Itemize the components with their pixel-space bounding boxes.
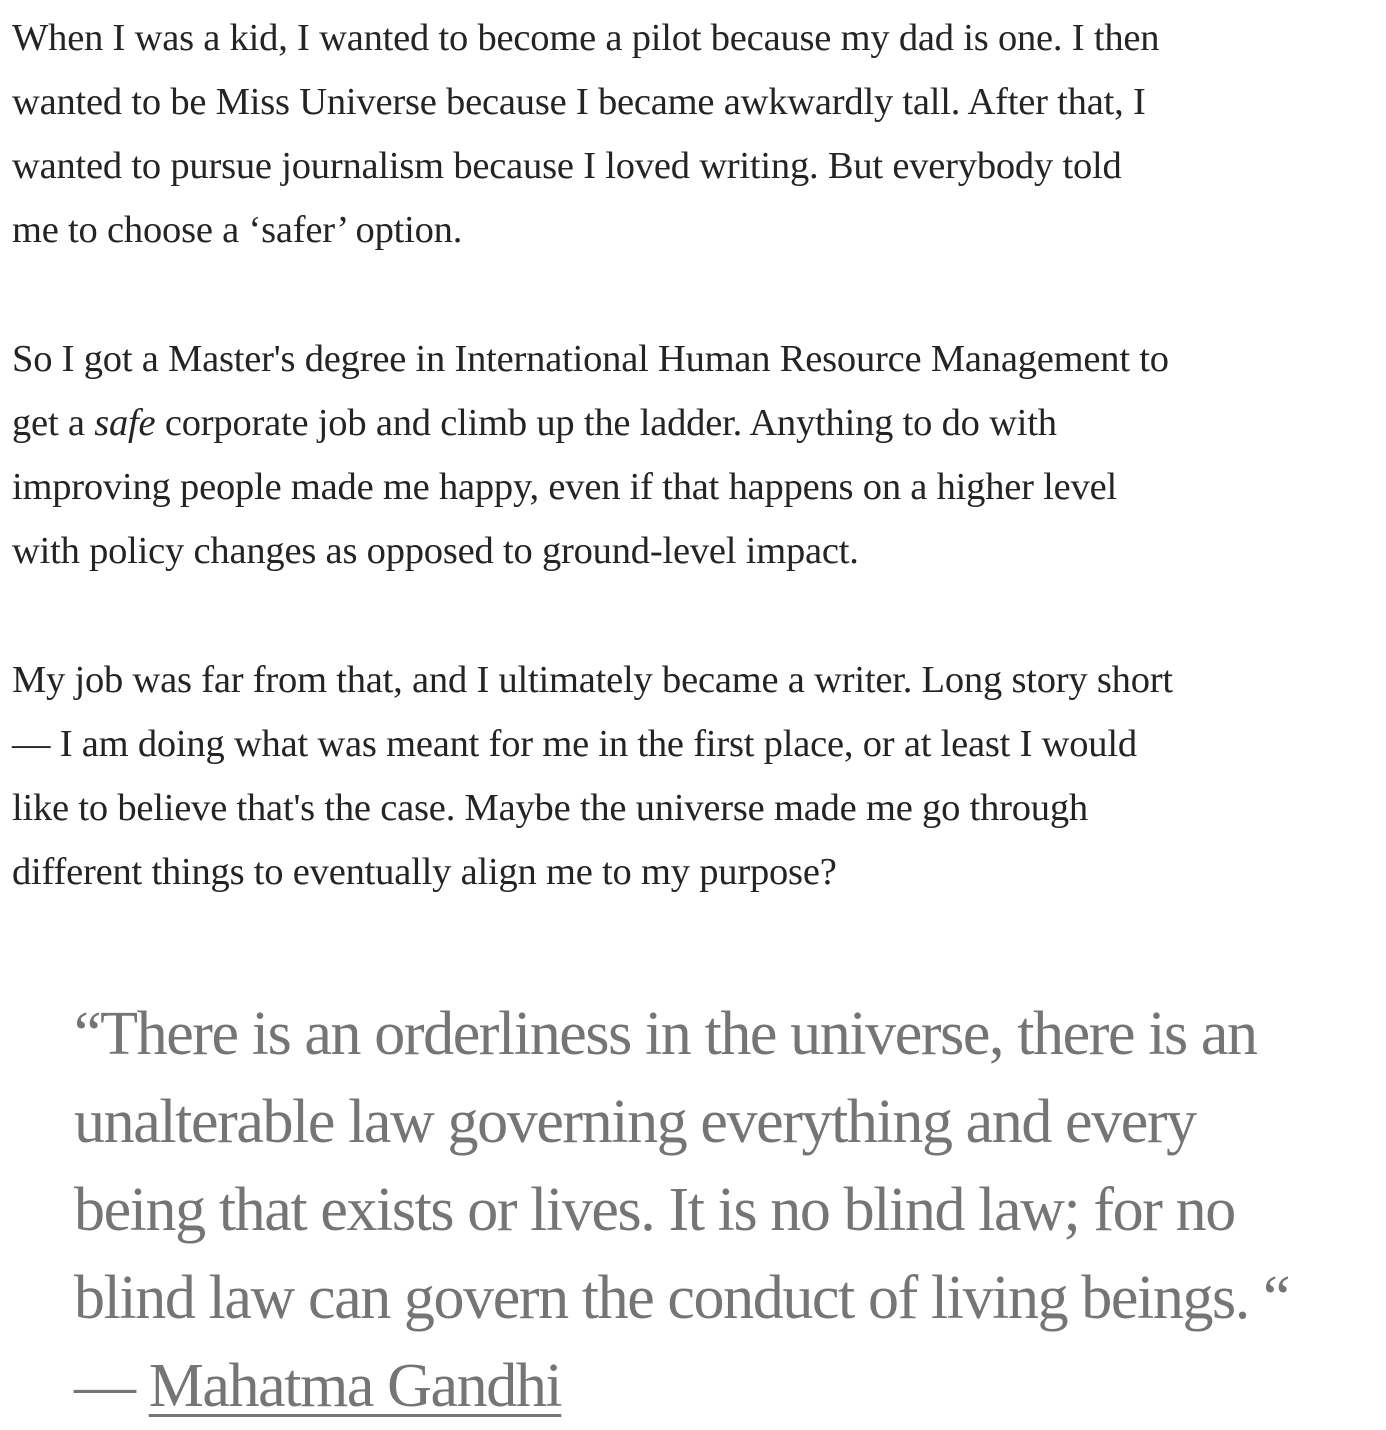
text-line: So I got a Master's degree in International Human Resource Management to bbox=[12, 338, 1169, 380]
quote-line: blind law can govern the conduct of living beings. “ bbox=[74, 1264, 1290, 1332]
text-line: like to believe that's the case. Maybe the universe made me go through bbox=[12, 787, 1088, 829]
text-line: When I was a kid, I wanted to become a pilot because my dad is one. I then bbox=[12, 17, 1160, 59]
quote-line: being that exists or lives. It is no blind law; for no bbox=[74, 1176, 1235, 1244]
text-line: wanted to pursue journalism because I loved writing. But everybody told bbox=[12, 145, 1122, 187]
text-line: My job was far from that, and I ultimately became a writer. Long story short bbox=[12, 659, 1173, 701]
text-line: with policy changes as opposed to ground-level impact. bbox=[12, 530, 859, 572]
text-line: — I am doing what was meant for me in the first place, or at least I would bbox=[12, 723, 1137, 765]
paragraph-childhood bbox=[12, 6, 1378, 262]
paragraph-masters-degree bbox=[12, 327, 1378, 583]
gandhi-pull-quote bbox=[74, 990, 1374, 1430]
attribution-dash: — bbox=[74, 1352, 149, 1420]
text-line bbox=[12, 391, 1378, 455]
article-body bbox=[12, 6, 1378, 969]
attribution-link[interactable]: Mahatma Gandhi bbox=[148, 1352, 562, 1420]
emphasis-safe: safe bbox=[94, 402, 156, 444]
text-segment: get a bbox=[12, 402, 95, 444]
quote-line: unalterable law governing everything and every bbox=[74, 1088, 1196, 1156]
text-line: me to choose a ‘safer’ option. bbox=[12, 209, 463, 251]
text-line: wanted to be Miss Universe because I became awkwardly tall. After that, I bbox=[12, 81, 1146, 123]
paragraph-became-writer bbox=[12, 648, 1378, 904]
quote-line: “There is an orderliness in the universe, there is an bbox=[74, 1000, 1257, 1068]
text-line: different things to eventually align me to my purpose? bbox=[12, 851, 837, 893]
text-segment: corporate job and climb up the ladder. Anything to do with bbox=[155, 402, 1057, 444]
quote-attribution bbox=[74, 1342, 1374, 1430]
text-line: improving people made me happy, even if that happens on a higher level bbox=[12, 466, 1118, 508]
